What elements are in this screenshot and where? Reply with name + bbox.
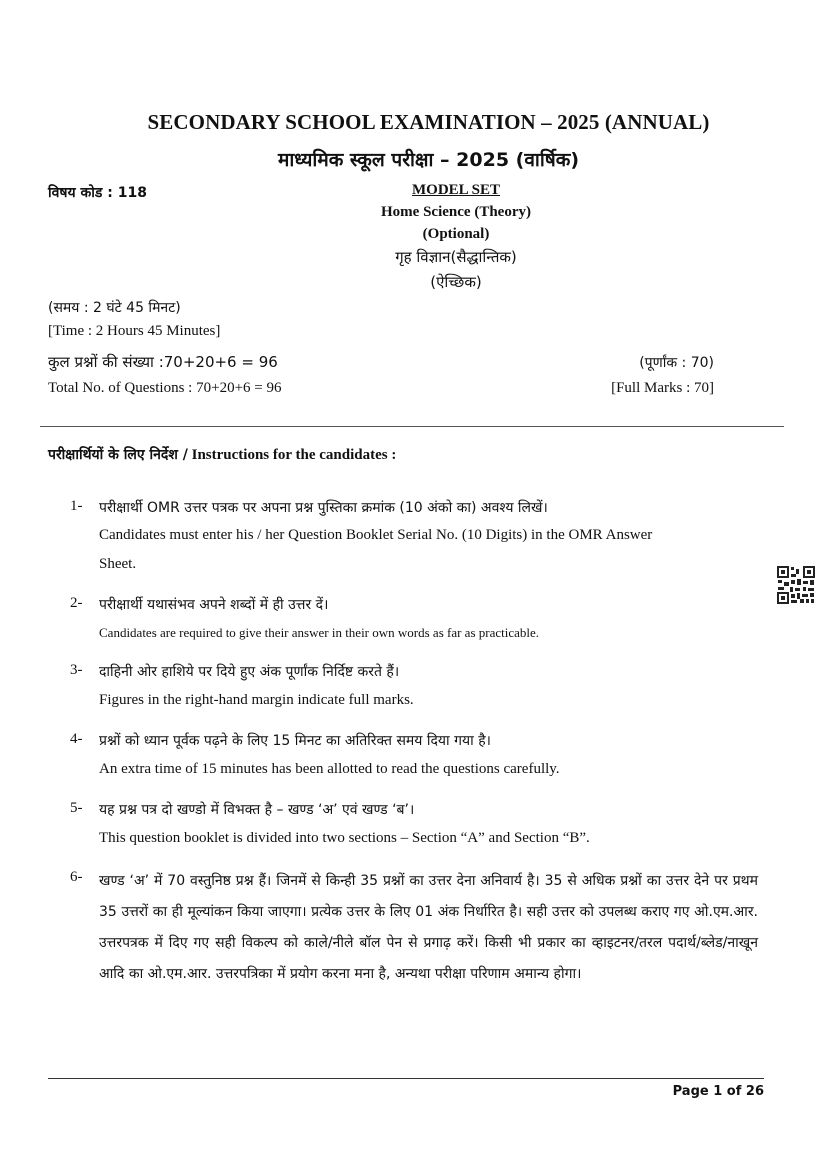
exam-title-english: SECONDARY SCHOOL EXAMINATION – 2025 (ANNUAL) — [147, 110, 710, 134]
instruction-number: 3- — [70, 662, 83, 678]
footer-divider — [48, 1078, 764, 1079]
instruction-text-hindi: परीक्षार्थी यथासंभव अपने शब्दों में ही उत्तर दें। — [99, 597, 329, 613]
instruction-text-english: An extra time of 15 minutes has been allotted to read the questions carefully. — [99, 761, 560, 777]
full-marks-english: [Full Marks : 70] — [611, 380, 714, 396]
instruction-number: 2- — [70, 595, 83, 611]
question-count-hindi: कुल प्रश्नों की संख्या :70+20+6 = 96 — [48, 353, 278, 371]
instruction-text-hindi: प्रश्नों को ध्यान पूर्वक पढ़ने के लिए 15 मिनट का अतिरिक्त समय दिया गया है। — [99, 733, 491, 749]
question-count-english: Total No. of Questions : 70+20+6 = 96 — [48, 380, 282, 396]
subject-name-hindi: गृह विज्ञान(सैद्धान्तिक) — [395, 248, 517, 266]
instruction-text-english: This question booklet is divided into two sections – Section “A” and Section “B”. — [99, 830, 590, 846]
instruction-text-hindi: यह प्रश्न पत्र दो खण्डो में विभक्त है – खण्ड ‘अ’ एवं खण्ड ‘ब’। — [99, 802, 415, 818]
subject-code: विषय कोड : 118 — [48, 185, 147, 201]
instruction-text-hindi: दाहिनी ओर हाशिये पर दिये हुए अंक पूर्णांक निर्दिष्ट करते हैं। — [99, 664, 400, 680]
instruction-text-hindi-paragraph: खण्ड ‘अ’ में 70 वस्तुनिष्ठ प्रश्न हैं। जिनमें से किन्ही 35 प्रश्नों का उत्तर देना अनिवार्य है। 35 से अधिक प्रश्नों का उत्तर देने पर प्रथम 35 उत्तरों का ही मूल्यांकन किया जाएगा। प्रत्येक उत्तर के लिए 01 अंक निर्धारित है। सही उत्तर को उपलब्ध कराए गए ओ.एम.आर. उत्तरपत्रक में दिए गए सही विकल्प को काले/नीले बॉल पेन से प्रगाढ़ करें। किसी भी प्रकार का व्हाइटनर/तरल पदार्थ/ब्लेड/नाखून आदि का ओ.एम.आर. उत्तरपत्रिका में प्रयोग करना मना है, अन्यथा परीक्षा परिणाम अमान्य होगा। — [99, 873, 758, 982]
model-set-label: MODEL SET — [412, 182, 500, 198]
subject-type-hindi: (ऐच्छिक) — [430, 273, 482, 291]
instruction-number: 5- — [70, 800, 83, 816]
instruction-number: 6- — [70, 869, 83, 885]
instructions-heading-english: Instructions for the candidates : — [191, 447, 397, 463]
exam-title-hindi: माध्यमिक स्कूल परीक्षा – 2025 (वार्षिक) — [277, 149, 580, 171]
header-divider — [40, 426, 784, 427]
time-hindi: (समय : 2 घंटे 45 मिनट) — [48, 300, 181, 316]
page-number: Page 1 of 26 — [672, 1084, 764, 1099]
subject-type-english: (Optional) — [422, 226, 490, 242]
subject-name-english: Home Science (Theory) — [381, 204, 531, 220]
instruction-text-english-cont: Sheet. — [99, 556, 137, 572]
qr-code-icon — [776, 565, 816, 605]
instructions-heading — [48, 445, 396, 464]
instruction-text-english: Candidates must enter his / her Question Booklet Serial No. (10 Digits) in the OMR Answer — [99, 527, 653, 543]
time-english: [Time : 2 Hours 45 Minutes] — [48, 323, 221, 339]
instruction-text-hindi: परीक्षार्थी OMR उत्तर पत्रक पर अपना प्रश्न पुस्तिका क्रमांक (10 अंको का) अवश्य लिखें। — [99, 500, 548, 516]
instruction-number: 1- — [70, 498, 83, 514]
instruction-text-english: Candidates are required to give their answer in their own words as far as practicable. — [99, 625, 540, 640]
instructions-heading-hindi: परीक्षार्थियों के लिए निर्देश / — [48, 447, 188, 463]
full-marks-hindi: (पूर्णांक : 70) — [639, 355, 714, 371]
instruction-number: 4- — [70, 731, 83, 747]
instruction-text-english: Figures in the right-hand margin indicate full marks. — [99, 692, 414, 708]
